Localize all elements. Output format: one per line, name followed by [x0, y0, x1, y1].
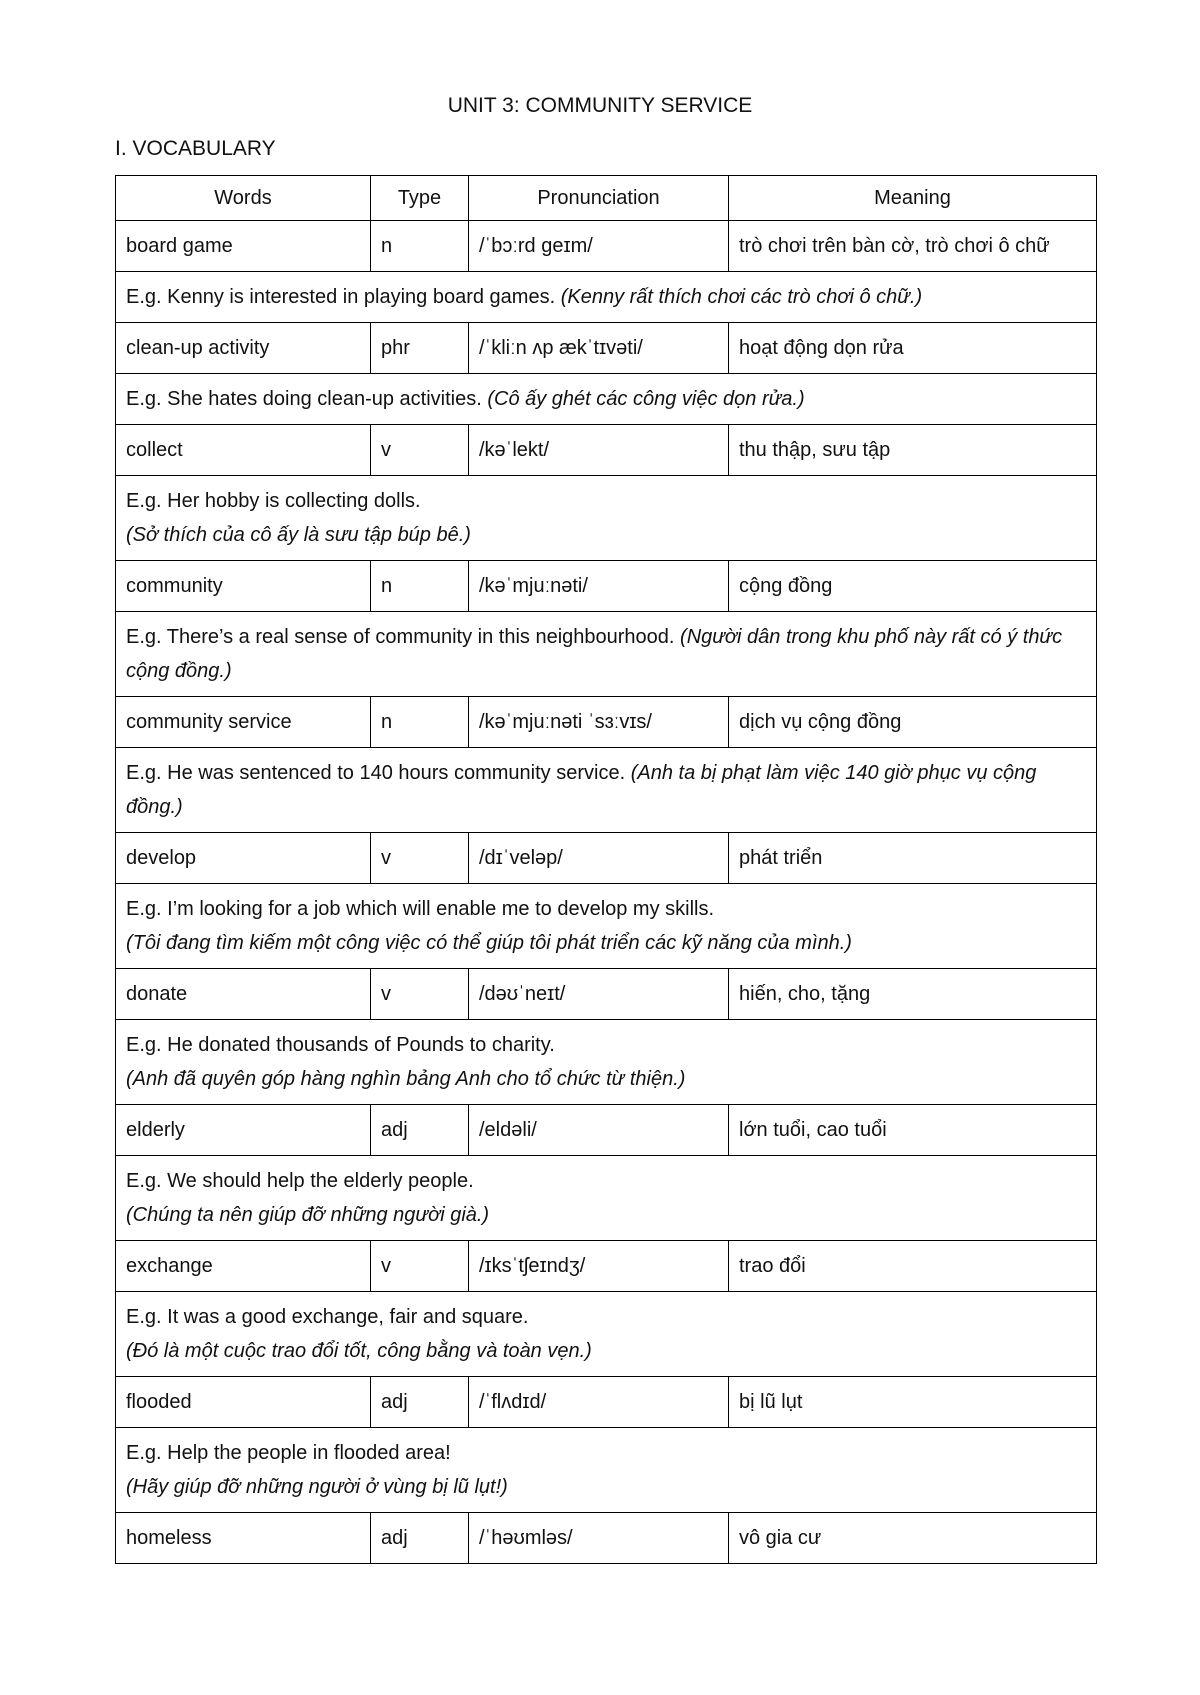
section-heading: I. VOCABULARY	[115, 137, 276, 160]
table-row	[116, 697, 1097, 748]
meaning-cell: cộng đồng	[729, 561, 1097, 612]
example-row	[116, 1156, 1097, 1241]
word-cell: elderly	[116, 1105, 371, 1156]
example-english: E.g. Kenny is interested in playing board games.	[126, 286, 556, 308]
example-vietnamese: (Chúng ta nên giúp đỡ những người già.)	[126, 1204, 490, 1226]
meaning-cell: thu thập, sưu tập	[729, 425, 1097, 476]
example-row	[116, 272, 1097, 323]
word-cell: community service	[116, 697, 371, 748]
meaning-cell: trao đổi	[729, 1241, 1097, 1292]
table-row	[116, 833, 1097, 884]
pronunciation-cell: /kəˈlekt/	[469, 425, 729, 476]
meaning-cell: hiến, cho, tặng	[729, 969, 1097, 1020]
pronunciation-cell: /eldəli/	[469, 1105, 729, 1156]
example-row	[116, 748, 1097, 833]
example-vietnamese: (Sở thích của cô ấy là sưu tập búp bê.)	[126, 524, 471, 546]
example-vietnamese: (Hãy giúp đỡ những người ở vùng bị lũ lụt!)	[126, 1476, 508, 1498]
word-cell: board game	[116, 221, 371, 272]
word-cell: clean-up activity	[116, 323, 371, 374]
word-cell: donate	[116, 969, 371, 1020]
table-row	[116, 561, 1097, 612]
table-row	[116, 1377, 1097, 1428]
example-cell	[116, 374, 1097, 425]
example-cell	[116, 612, 1097, 697]
type-cell: v	[371, 425, 469, 476]
meaning-cell: vô gia cư	[729, 1513, 1097, 1564]
pronunciation-cell: /ɪksˈtʃeɪndʒ/	[469, 1241, 729, 1292]
type-cell: phr	[371, 323, 469, 374]
example-cell	[116, 476, 1097, 561]
example-english: E.g. There’s a real sense of community in this neighbourhood.	[126, 626, 675, 648]
type-cell: n	[371, 697, 469, 748]
table-row	[116, 221, 1097, 272]
word-cell: homeless	[116, 1513, 371, 1564]
meaning-cell: lớn tuổi, cao tuổi	[729, 1105, 1097, 1156]
pronunciation-cell: /ˈhəʊmləs/	[469, 1513, 729, 1564]
type-cell: n	[371, 561, 469, 612]
type-cell: n	[371, 221, 469, 272]
example-english: E.g. Help the people in flooded area!	[126, 1442, 451, 1464]
word-cell: exchange	[116, 1241, 371, 1292]
table-row	[116, 969, 1097, 1020]
pronunciation-cell: /dəʊˈneɪt/	[469, 969, 729, 1020]
example-english: E.g. It was a good exchange, fair and square.	[126, 1306, 529, 1328]
example-english: E.g. I’m looking for a job which will enable me to develop my skills.	[126, 898, 715, 920]
header-meaning: Meaning	[729, 176, 1097, 221]
meaning-cell: hoạt động dọn rửa	[729, 323, 1097, 374]
word-cell: community	[116, 561, 371, 612]
example-vietnamese: (Anh ta bị phạt làm việc 140 giờ phục vụ cộng đồng.)	[126, 762, 1037, 818]
type-cell: v	[371, 1241, 469, 1292]
type-cell: v	[371, 969, 469, 1020]
word-cell: develop	[116, 833, 371, 884]
example-english: E.g. He donated thousands of Pounds to charity.	[126, 1034, 555, 1056]
example-cell	[116, 1156, 1097, 1241]
type-cell: adj	[371, 1513, 469, 1564]
example-cell	[116, 884, 1097, 969]
meaning-cell: trò chơi trên bàn cờ, trò chơi ô chữ	[729, 221, 1097, 272]
document-title: UNIT 3: COMMUNITY SERVICE	[447, 94, 753, 117]
example-row	[116, 1292, 1097, 1377]
example-row	[116, 612, 1097, 697]
example-row	[116, 476, 1097, 561]
example-cell	[116, 1292, 1097, 1377]
pronunciation-cell: /ˈflʌdɪd/	[469, 1377, 729, 1428]
pronunciation-cell: /ˈbɔːrd ɡeɪm/	[469, 221, 729, 272]
pronunciation-cell: /kəˈmjuːnəti ˈsɜːvɪs/	[469, 697, 729, 748]
table-row	[116, 1241, 1097, 1292]
vocabulary-table-body	[116, 221, 1097, 1513]
table-row	[116, 1513, 1097, 1564]
table-row	[116, 323, 1097, 374]
example-vietnamese: (Tôi đang tìm kiếm một công việc có thể giúp tôi phát triển các kỹ năng của mình.)	[126, 932, 852, 954]
table-header-row	[116, 176, 1097, 221]
example-cell	[116, 748, 1097, 833]
word-cell: flooded	[116, 1377, 371, 1428]
example-vietnamese: (Kenny rất thích chơi các trò chơi ô chữ.)	[560, 286, 923, 308]
example-vietnamese: (Người dân trong khu phố này rất có ý thức cộng đồng.)	[126, 626, 1063, 682]
example-english: E.g. We should help the elderly people.	[126, 1170, 474, 1192]
type-cell: adj	[371, 1105, 469, 1156]
example-row	[116, 1428, 1097, 1513]
meaning-cell: dịch vụ cộng đồng	[729, 697, 1097, 748]
example-vietnamese: (Anh đã quyên góp hàng nghìn bảng Anh cho tổ chức từ thiện.)	[126, 1068, 686, 1090]
header-type: Type	[371, 176, 469, 221]
vocabulary-table	[115, 175, 1097, 1564]
type-cell: adj	[371, 1377, 469, 1428]
example-english: E.g. He was sentenced to 140 hours community service.	[126, 762, 626, 784]
example-cell	[116, 272, 1097, 323]
example-row	[116, 884, 1097, 969]
header-pronunciation: Pronunciation	[469, 176, 729, 221]
example-english: E.g. She hates doing clean-up activities.	[126, 388, 482, 410]
pronunciation-cell: /dɪˈveləp/	[469, 833, 729, 884]
table-row	[116, 1105, 1097, 1156]
example-vietnamese: (Cô ấy ghét các công việc dọn rửa.)	[487, 388, 805, 410]
pronunciation-cell: /ˈkliːn ʌp ækˈtɪvəti/	[469, 323, 729, 374]
pronunciation-cell: /kəˈmjuːnəti/	[469, 561, 729, 612]
header-words: Words	[116, 176, 371, 221]
example-row	[116, 1020, 1097, 1105]
example-cell	[116, 1020, 1097, 1105]
word-cell: collect	[116, 425, 371, 476]
type-cell: v	[371, 833, 469, 884]
example-row	[116, 374, 1097, 425]
example-cell	[116, 1428, 1097, 1513]
example-english: E.g. Her hobby is collecting dolls.	[126, 490, 421, 512]
meaning-cell: phát triển	[729, 833, 1097, 884]
example-vietnamese: (Đó là một cuộc trao đổi tốt, công bằng và toàn vẹn.)	[126, 1340, 592, 1362]
meaning-cell: bị lũ lụt	[729, 1377, 1097, 1428]
table-row	[116, 425, 1097, 476]
